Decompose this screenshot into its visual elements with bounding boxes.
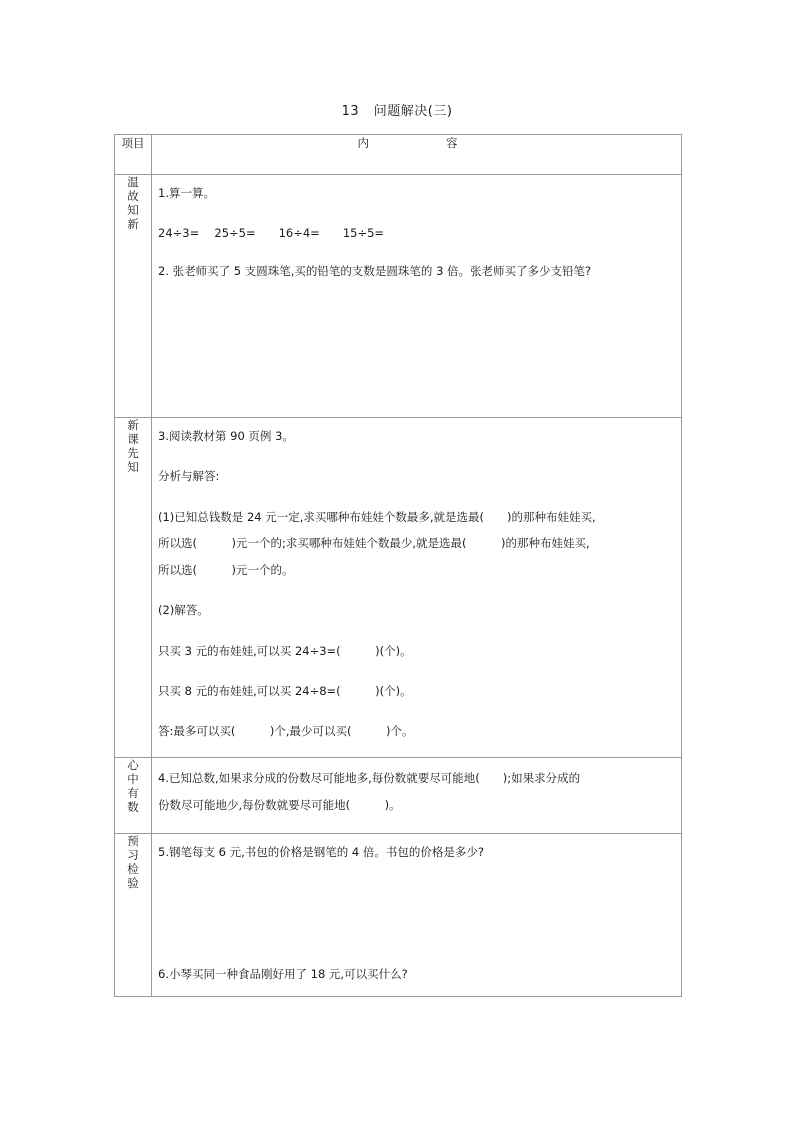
analysis-heading: 分析与解答:	[158, 469, 220, 483]
question-1-expressions: 24÷3= 25÷5= 16÷4= 15÷5=	[158, 226, 385, 240]
section-review-label-cell	[115, 175, 152, 418]
solve-line-1: 只买 3 元的布娃娃,可以买 24÷3=( )(个)。	[158, 644, 412, 658]
question-5-text: 5.钢笔每支 6 元,书包的价格是钢笔的 4 倍。书包的价格是多少?	[158, 845, 484, 859]
section-summary-row	[115, 758, 682, 834]
question-6-text: 6.小琴买同一种食品刚好用了 18 元,可以买什么?	[158, 967, 408, 981]
section-summary-label: 心中有数	[127, 758, 139, 814]
section-review-content	[152, 175, 682, 418]
question-4-line-1: 4.已知总数,如果求分成的份数尽可能地多,每份数就要尽可能地( );如果求分成的	[158, 771, 581, 785]
lesson-title: 问题解决(三)	[373, 104, 453, 119]
section-check-label: 预习检验	[127, 834, 139, 890]
section-summary-label-cell	[115, 758, 152, 834]
section-check-content	[152, 834, 682, 997]
header-content: 内 容	[357, 136, 476, 150]
section-check-label-cell	[115, 834, 152, 997]
question-2-text: 2. 张老师买了 5 支圆珠笔,买的铅笔的支数是圆珠笔的 3 倍。张老师买了多少支铅笔?	[158, 264, 592, 278]
analysis-line-3: 所以选( )元一个的。	[158, 563, 294, 577]
section-preview-label-cell	[115, 418, 152, 758]
header-content-cell	[152, 135, 682, 175]
solve-line-2: 只买 8 元的布娃娃,可以买 24÷8=( )(个)。	[158, 684, 412, 698]
header-item-cell	[115, 135, 152, 175]
section-summary-content	[152, 758, 682, 834]
section-review-row	[115, 175, 682, 418]
answer-line: 答:最多可以买( )个,最少可以买( )个。	[158, 724, 414, 738]
section-review-label: 温故知新	[127, 175, 139, 231]
lesson-number: 13	[341, 104, 360, 119]
worksheet-table	[114, 134, 682, 997]
analysis-line-2: 所以选( )元一个的;求买哪种布娃娃个数最少,就是选最( )的那种布娃娃买,	[158, 536, 590, 550]
solve-heading: (2)解答。	[158, 603, 209, 617]
header-item: 项目	[121, 136, 145, 150]
page-title	[0, 100, 794, 119]
question-1-prompt: 1.算一算。	[158, 186, 215, 200]
section-preview-label: 新课先知	[127, 418, 139, 474]
question-3-prompt: 3.阅读教材第 90 页例 3。	[158, 429, 294, 443]
section-check-row	[115, 834, 682, 997]
header-row	[115, 135, 682, 175]
analysis-line-1: (1)已知总钱数是 24 元一定,求买哪种布娃娃个数最多,就是选最( )的那种布娃娃买,	[158, 510, 596, 524]
section-preview-content	[152, 418, 682, 758]
question-4-line-2: 份数尽可能地少,每份数就要尽可能地( )。	[158, 798, 401, 812]
section-preview-row	[115, 418, 682, 758]
